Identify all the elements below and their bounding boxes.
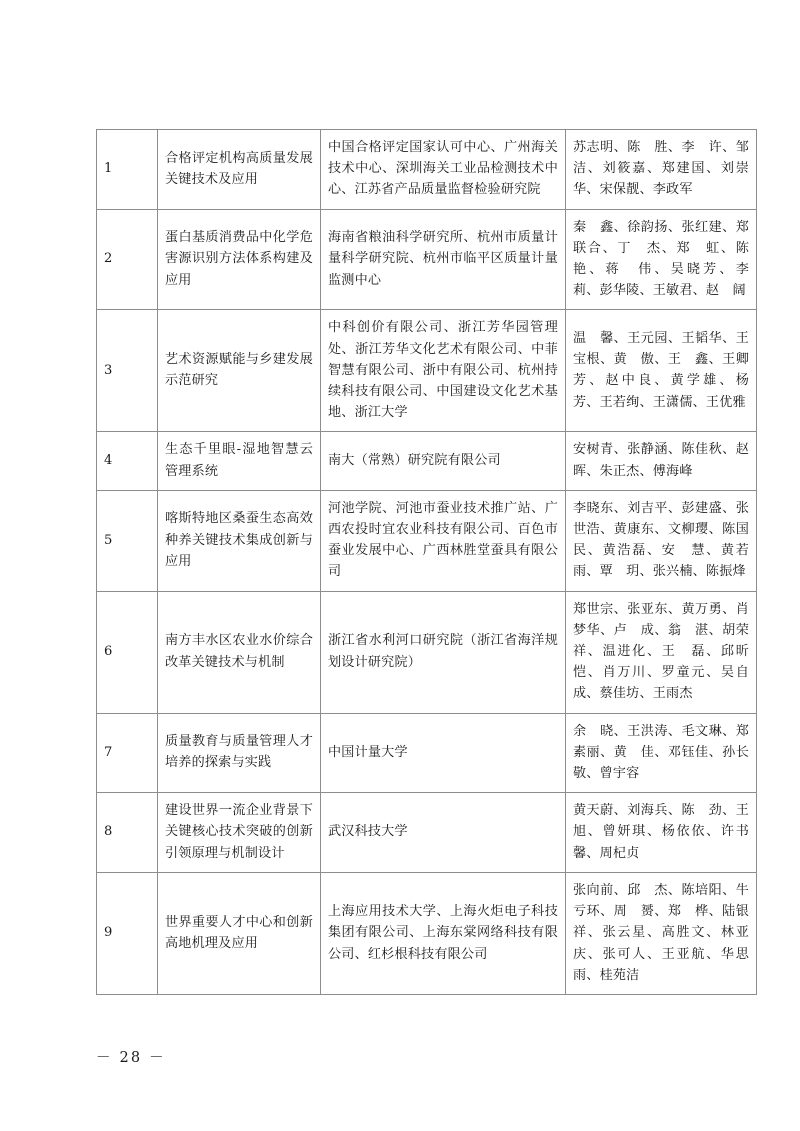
people: 张向前、邱 杰、陈培阳、牛亏环、周 赟、郑 桦、陆银祥、张云星、高胜文、林亚庆、张可人、王亚航、华思雨、桂苑洁: [573, 882, 749, 983]
row-index-cell: [97, 872, 158, 994]
row-index: 6: [104, 644, 113, 660]
row-index-cell: [97, 209, 158, 310]
row-index: 5: [104, 532, 113, 548]
organizations: 中科创价有限公司、浙江芳华园管理处、浙江芳华文化艺术有限公司、中菲智慧有限公司、浙中有限公司、杭州持续科技有限公司、中国建设文化艺术基地、浙江大学: [328, 320, 558, 421]
organizations: 海南省粮油科学研究所、杭州市质量计量科学研究院、杭州市临平区质量计量监测中心: [328, 230, 558, 288]
table-row: [97, 591, 757, 713]
project-title: 蛋白基质消费品中化学危害源识别方法体系构建及应用: [165, 230, 313, 288]
people-cell: [566, 432, 763, 490]
row-index: 7: [104, 744, 113, 760]
row-index-cell: [97, 432, 158, 490]
organizations: 浙江省水利河口研究院（浙江省海洋规划设计研究院）: [328, 633, 558, 670]
award-table-container: [96, 129, 763, 995]
table-row: [97, 793, 757, 873]
project-title: 喀斯特地区桑蚕生态高效种养关键技术集成创新与应用: [165, 511, 313, 569]
page-number: － 28 －: [96, 1050, 166, 1066]
row-index-cell: [97, 130, 158, 210]
people: 安树青、张静涵、陈佳秋、赵 晖、朱正杰、傅海峰: [573, 442, 763, 479]
project-title: 建设世界一流企业背景下关键核心技术突破的创新引领原理与机制设计: [165, 803, 313, 861]
people-cell: [566, 490, 757, 591]
people: 黄天蔚、刘海兵、陈 劲、王 旭、曾妍琪、杨依依、许书馨、周杞贞: [573, 803, 763, 861]
row-index: 3: [104, 362, 113, 378]
table-row: [97, 432, 757, 490]
table-row: [97, 310, 757, 432]
project-title: 质量教育与质量管理人才培养的探索与实践: [165, 734, 313, 771]
organizations-cell: [321, 432, 566, 490]
organizations: 上海应用技术大学、上海火炬电子科技集团有限公司、上海东棠网络科技有限公司、红杉根科技有限公司: [328, 904, 558, 962]
row-index-cell: [97, 713, 158, 793]
table-row: [97, 209, 757, 310]
table-row: [97, 713, 757, 793]
award-table-body: [97, 130, 763, 995]
project-title-cell: [158, 872, 321, 994]
organizations-cell: [321, 793, 566, 873]
award-table: [96, 129, 763, 995]
organizations-cell: [321, 490, 566, 591]
people-cell: [566, 209, 763, 310]
organizations: 河池学院、河池市蚕业技术推广站、广西农投时宜农业科技有限公司、百色市蚕业发展中心、广西林胜堂蚕具有限公司: [328, 500, 558, 580]
organizations-cell: [321, 591, 566, 713]
organizations-cell: [321, 130, 566, 210]
project-title: 合格评定机构高质量发展关键技术及应用: [165, 150, 313, 187]
people-cell: [566, 591, 757, 713]
page-footer: [96, 1046, 712, 1067]
people: 秦 鑫、徐韵扬、张红建、郑联合、丁 杰、郑 虹、陈 艳、蒋 伟、吴晓芳、李 莉、彭华陵、王敏君、赵 阔: [573, 219, 763, 299]
organizations-cell: [321, 872, 566, 994]
people-cell: [566, 872, 757, 994]
project-title-cell: [158, 793, 321, 873]
row-index-cell: [97, 793, 158, 873]
organizations-cell: [321, 310, 566, 432]
project-title-cell: [158, 591, 321, 713]
row-index-cell: [97, 490, 158, 591]
row-index-cell: [97, 310, 158, 432]
project-title-cell: [158, 490, 321, 591]
organizations: 南大（常熟）研究院有限公司: [328, 453, 501, 469]
row-index-cell: [97, 591, 158, 713]
people-cell: [566, 793, 763, 873]
people: 郑世宗、张亚东、黄万勇、肖梦华、卢 成、翁 湛、胡荣祥、温进化、王 磊、邱昕恺、肖万川、罗童元、吴自成、蔡佳坊、王雨杰: [573, 601, 749, 702]
project-title-cell: [158, 130, 321, 210]
table-row: [97, 872, 757, 994]
project-title: 南方丰水区农业水价综合改革关键技术与机制: [165, 633, 313, 670]
organizations: 武汉科技大学: [328, 824, 408, 840]
people: 李晓东、刘吉平、彭建盛、张世浩、黄康东、文柳璎、陈国民、黄浩磊、安 慧、黄若雨、覃 玥、张兴楠、陈振烽: [573, 500, 749, 580]
row-index: 2: [104, 251, 113, 267]
table-row: [97, 490, 757, 591]
people: 余 晓、王洪涛、毛文琳、郑素丽、黄 佳、邓钰佳、孙长敬、曾宇容: [573, 723, 749, 782]
table-row: [97, 130, 757, 210]
organizations: 中国合格评定国家认可中心、广州海关技术中心、深圳海关工业品检测技术中心、江苏省产品质量监督检验研究院: [328, 140, 558, 198]
row-index: 1: [104, 161, 113, 177]
row-index: 9: [104, 925, 113, 941]
project-title-cell: [158, 432, 321, 490]
project-title-cell: [158, 209, 321, 310]
people: 苏志明、陈 胜、李 许、邹 洁、刘筱嘉、郑建国、刘崇华、宋保靓、李政军: [573, 140, 763, 198]
organizations: 中国计量大学: [328, 744, 408, 760]
project-title: 世界重要人才中心和创新高地机理及应用: [165, 914, 313, 951]
people-cell: [566, 713, 757, 793]
people: 温 馨、王元园、王韬华、王宝根、黄 傲、王 鑫、王卿芳、赵中良、黄学雄、杨 芳、王若绚、王潇儒、王优雅: [573, 331, 763, 410]
project-title-cell: [158, 713, 321, 793]
people-cell: [566, 130, 763, 210]
project-title: 生态千里眼-湿地智慧云管理系统: [165, 442, 313, 479]
people-cell: [566, 310, 763, 432]
project-title-cell: [158, 310, 321, 432]
row-index: 4: [104, 453, 113, 469]
organizations-cell: [321, 209, 566, 310]
organizations-cell: [321, 713, 566, 793]
row-index: 8: [104, 824, 113, 840]
project-title: 艺术资源赋能与乡建发展示范研究: [165, 352, 313, 389]
